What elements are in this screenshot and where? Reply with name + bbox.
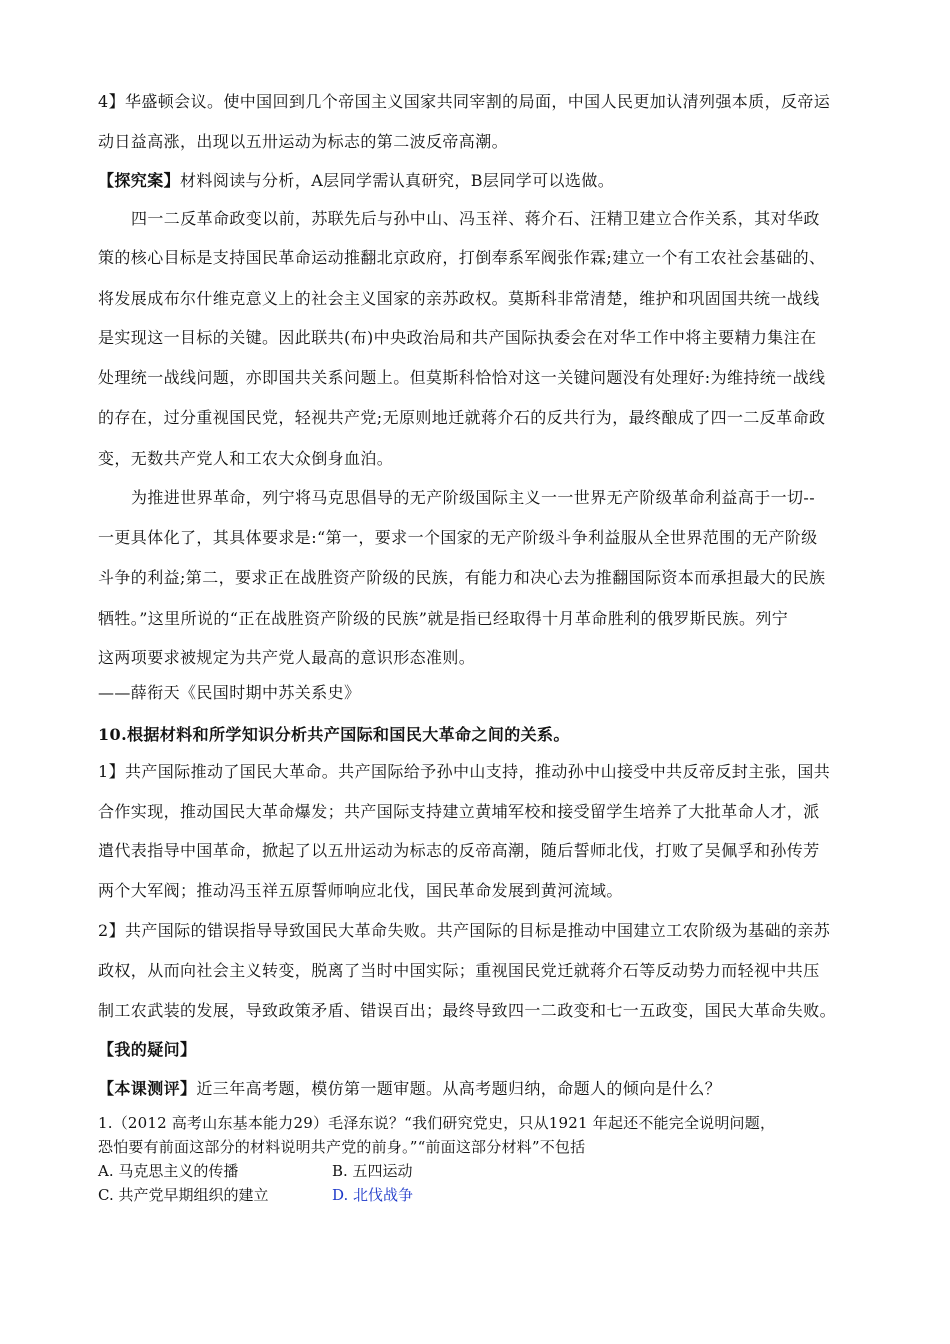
answer2-line-1: 2】共产国际的错误指导导致国民大革命失败。共产国际的目标是推动中国建立工农阶级为基础的亲苏 xyxy=(98,921,831,940)
question-1-line-2: 恐怕要有前面这部分的材料说明共产党的前身。”“前面这部分材料”不包括 xyxy=(98,1138,586,1156)
para-washington-line-1: 4】华盛顿会议。使中国回到几个帝国主义国家共同宰割的局面，中国人民更加认清列强本质，反帝运 xyxy=(98,92,831,111)
explore-section xyxy=(98,171,614,191)
answer1-line-2: 合作实现，推动国民大革命爆发；共产国际支持建立黄埔军校和接受留学生培养了大批革命人才，派 xyxy=(98,802,820,821)
material2-line-2: 一更具体化了，其具体要求是:“第一，要求一个国家的无产阶级斗争利益服从全世界范围的无产阶级 xyxy=(98,528,818,547)
doubts-label: 【我的疑问】 xyxy=(98,1040,197,1059)
option-d: D. 北伐战争 xyxy=(332,1186,414,1204)
evaluation-section xyxy=(98,1079,721,1099)
material2-line-5: 这两项要求被规定为共产党人最高的意识形态准则。 xyxy=(98,648,476,667)
material2-line-4: 牺牲。”这里所说的“正在战胜资产阶级的民族”就是指已经取得十月革命胜利的俄罗斯民族。列宁 xyxy=(98,609,789,628)
material1-line-6: 的存在，过分重视国民党，轻视共产党;无原则地迁就蒋介石的反共行为，最终酿成了四一二反革命政 xyxy=(98,408,826,427)
question-10: 10.根据材料和所学知识分析共产国际和国民大革命之间的关系。 xyxy=(98,725,570,744)
option-b: B. 五四运动 xyxy=(332,1162,413,1180)
answer1-line-4: 两个大军阀；推动冯玉祥五原誓师响应北伐，国民革命发展到黄河流域。 xyxy=(98,881,623,900)
source-citation: ——薛衔天《民国时期中苏关系史》 xyxy=(98,683,361,702)
evaluation-label: 【本课测评】 xyxy=(98,1079,197,1098)
answer1-line-1: 1】共产国际推动了国民大革命。共产国际给予孙中山支持，推动孙中山接受中共反帝反封主张，国共 xyxy=(98,762,831,781)
material1-line-5: 处理统一战线问题，亦即国共关系问题上。但莫斯科恰恰对这一关键问题没有处理好:为维持统一战线 xyxy=(98,368,826,387)
material1-line-3: 将发展成布尔什维克意义上的社会主义国家的亲苏政权。莫斯科非常清楚，维护和巩固国共统一战线 xyxy=(98,289,820,308)
answer2-line-3: 制工农武装的发展，导致政策矛盾、错误百出；最终导致四一二政变和七一五政变，国民大革命失败。 xyxy=(98,1001,837,1020)
explore-label: 【探究案】 xyxy=(98,171,181,190)
material1-line-7: 变，无数共产党人和工农大众倒身血泊。 xyxy=(98,449,394,468)
material2-line-3: 斗争的利益;第二，要求正在战胜资产阶级的民族，有能力和决心去为推翻国际资本而承担最大的民族 xyxy=(98,568,826,587)
material1-line-1: 四一二反革命政变以前，苏联先后与孙中山、冯玉祥、蒋介石、汪精卫建立合作关系，其对华政 xyxy=(131,209,820,228)
explore-text: 材料阅读与分析，A层同学需认真研究，B层同学可以选做。 xyxy=(180,171,615,190)
material1-line-4: 是实现这一目标的关键。因此联共(布)中央政治局和共产国际执委会在对华工作中将主要精力集注在 xyxy=(98,328,817,347)
answer2-line-2: 政权，从而向社会主义转变，脱离了当时中国实际；重视国民党迁就蒋介石等反动势力而轻视中共压 xyxy=(98,961,820,980)
para-washington-line-2: 动日益高涨，出现以五卅运动为标志的第二波反帝高潮。 xyxy=(98,132,509,151)
option-c: C. 共产党早期组织的建立 xyxy=(98,1186,269,1204)
material2-line-1: 为推进世界革命，列宁将马克思倡导的无产阶级国际主义一一世界无产阶级革命利益高于一切-- xyxy=(131,488,816,507)
evaluation-text: 近三年高考题，模仿第一题审题。从高考题归纳，命题人的倾向是什么？ xyxy=(196,1079,722,1098)
material1-line-2: 策的核心目标是支持国民革命运动推翻北京政府，打倒奉系军阀张作霖;建立一个有工农社会基础的、 xyxy=(98,248,826,267)
option-a: A. 马克思主义的传播 xyxy=(98,1162,239,1180)
question-1-line-1: 1.（2012 高考山东基本能力29）毛泽东说？“我们研究党史，只从1921 年起还不能完全说明问题， xyxy=(98,1114,776,1132)
answer1-line-3: 遣代表指导中国革命，掀起了以五卅运动为标志的反帝高潮，随后誓师北伐，打败了吴佩孚和孙传芳 xyxy=(98,841,820,860)
